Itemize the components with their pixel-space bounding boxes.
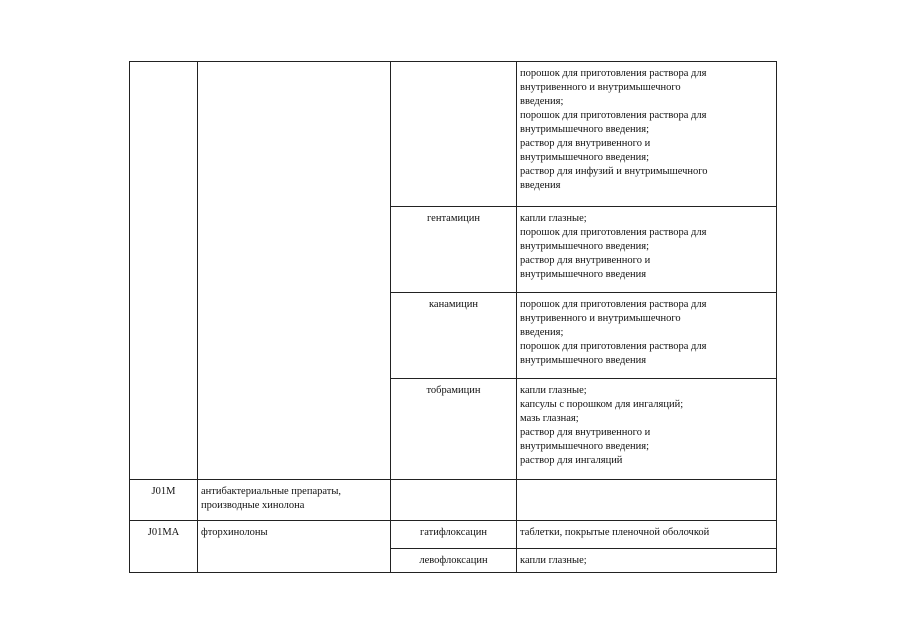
group-name-cell: фторхинолоны	[198, 521, 391, 573]
dosage-form-cell: порошок для приготовления раствора для внутривенного и внутримышечного введения; порошок для приготовления раствора для внутримышечного введения; раствор для внутривенного и внутримышечного введения; раствор для инфузий и внутримышечного введения	[517, 62, 777, 207]
dosage-form-cell: таблетки, покрытые пленочной оболочкой	[517, 521, 777, 549]
dosage-form-cell: капли глазные; порошок для приготовления раствора для внутримышечного введения; раствор для внутривенного и внутримышечного введения	[517, 207, 777, 293]
table-row	[130, 480, 777, 521]
atc-code-cell: J01M	[130, 480, 198, 521]
drug-name-cell: гатифлоксацин	[391, 521, 517, 549]
table-row	[130, 62, 777, 207]
drug-name-cell	[391, 62, 517, 207]
drug-table	[129, 61, 777, 573]
atc-code-cell: J01MA	[130, 521, 198, 573]
drug-name-cell: левофлоксацин	[391, 549, 517, 573]
dosage-form-cell: порошок для приготовления раствора для внутривенного и внутримышечного введения; порошок для приготовления раствора для внутримышечного введения	[517, 293, 777, 379]
table-row	[130, 521, 777, 549]
drug-name-cell	[391, 480, 517, 521]
dosage-form-cell: капли глазные;	[517, 549, 777, 573]
group-name-cell: антибактериальные препараты, производные хинолона	[198, 480, 391, 521]
group-name-cell	[198, 62, 391, 480]
drug-name-cell: гентамицин	[391, 207, 517, 293]
drug-name-cell: тобрамицин	[391, 379, 517, 480]
atc-code-cell	[130, 62, 198, 480]
drug-name-cell: канамицин	[391, 293, 517, 379]
dosage-form-cell: капли глазные; капсулы с порошком для ингаляций; мазь глазная; раствор для внутривенного и внутримышечного введения; раствор для ингаляций	[517, 379, 777, 480]
dosage-form-cell	[517, 480, 777, 521]
